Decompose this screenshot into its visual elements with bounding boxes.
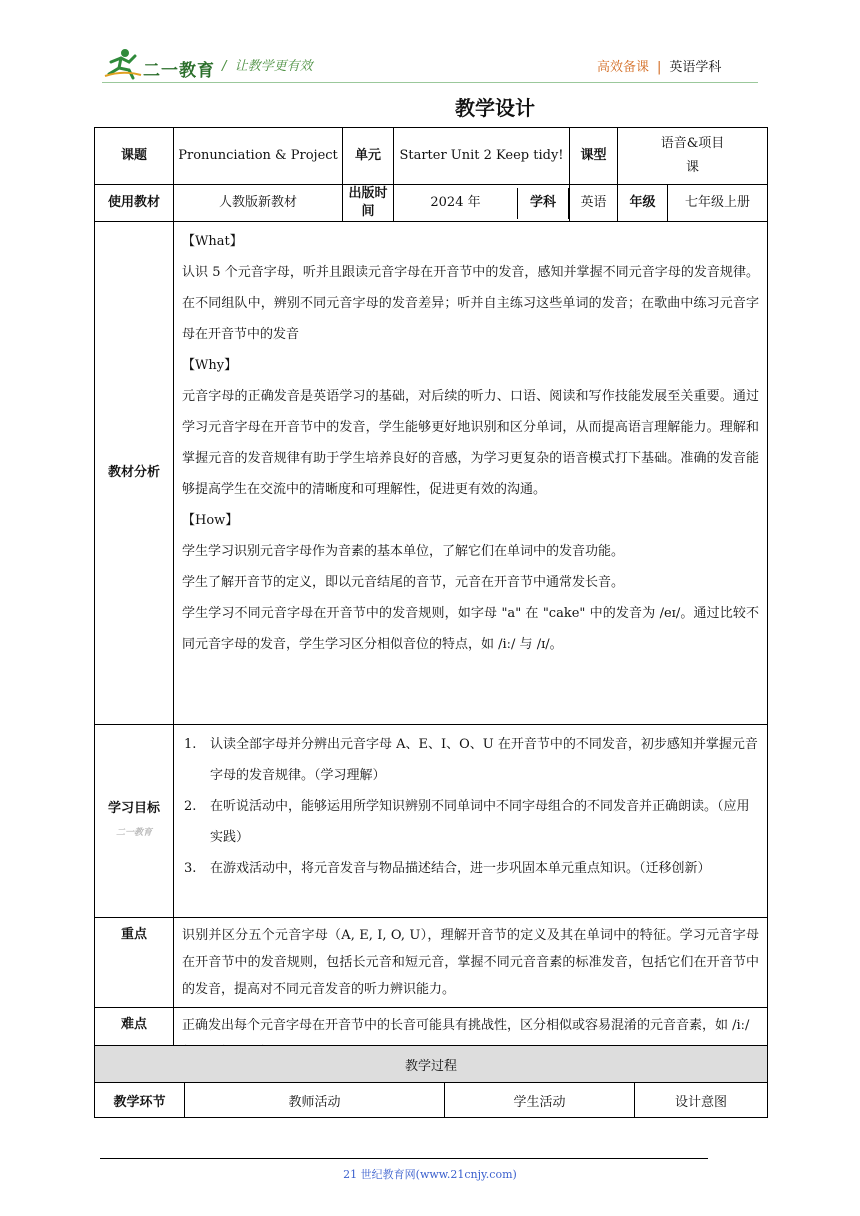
type-value: 语音&项目课: [618, 128, 768, 185]
slogan: / 让教学更有效: [222, 59, 313, 74]
difficulties-text: 正确发出每个元音字母在开音节中的长音可能具有挑战性，区分相似或容易混淆的元音音素，如 /iː/: [174, 1008, 768, 1071]
objectives-content: [174, 725, 768, 918]
why-heading: 【Why】: [182, 358, 238, 373]
header-divider: [102, 82, 758, 83]
header-separator: |: [657, 60, 662, 75]
textbook-value: 人教版新教材: [174, 185, 343, 222]
process-title: 教学过程: [95, 1046, 768, 1083]
watermark-logo: 二一教育: [115, 828, 152, 838]
key-points-text: 识别并区分五个元音字母（A, E, I, O, U），理解开音节的定义及其在单词中的特征。学习元音字母在开音节中的发音规则，包括长元音和短元音，掌握不同元音音素的标准发音，包括它们在开音节中的发音，提高对不同元音发音的听力辨识能力。: [174, 918, 768, 1008]
process-col-teacher: 教师活动: [185, 1083, 445, 1118]
lesson-info-table: [94, 127, 768, 1071]
what-heading: 【What】: [182, 234, 243, 249]
logo-text: 二一教育: [143, 61, 215, 81]
analysis-row: [95, 222, 768, 725]
footer: [0, 1166, 860, 1182]
grade-label: 年级: [618, 185, 668, 222]
document-title: 教学设计: [455, 96, 535, 120]
objectives-label: 学习目标: [107, 801, 160, 816]
objectives-label-cell: [95, 725, 174, 918]
info-row-2: [95, 185, 768, 222]
topic-value: Pronunciation & Project: [174, 128, 343, 185]
subject-value: 英语: [570, 185, 618, 222]
unit-value: Starter Unit 2 Keep tidy!: [394, 128, 570, 185]
pubtime-subject-cell: [394, 185, 570, 222]
how-heading: 【How】: [182, 513, 239, 528]
objective-item: 3. 在游戏活动中，将元音发音与物品描述结合，进一步巩固本单元重点知识。（迁移创新）: [184, 861, 711, 876]
analysis-label: 教材分析: [95, 222, 174, 725]
header-primary-label: 高效备课: [597, 60, 650, 75]
analysis-content: [174, 222, 768, 725]
info-row-1: [95, 128, 768, 185]
how-line: 学生了解开音节的定义，即以元音结尾的音节，元音在开音节中通常发长音。: [182, 575, 625, 590]
footer-divider: [100, 1158, 708, 1159]
pubtime-value: 2024 年: [394, 188, 518, 219]
subject-label: 学科: [518, 188, 569, 219]
process-col-stage: 教学环节: [95, 1083, 185, 1118]
what-text: 认识 5 个元音字母，听并且跟读元音字母在开音节中的发音，感知并掌握不同元音字母的发音规律。在不同组队中，辨别不同元音字母的发音差异；听并自主练习这些单词的发音；在歌曲中练习元音字母在开音节中的发音: [182, 265, 759, 342]
type-label: 课型: [570, 128, 618, 185]
why-text: 元音字母的正确发音是英语学习的基础，对后续的听力、口语、阅读和写作技能发展至关重要。通过学习元音字母在开音节中的发音，学生能够更好地识别和区分单词，从而提高语言理解能力。理解和掌握元音的发音规律有助于学生培养良好的音感，为学习更复杂的语音模式打下基础。准确的发音能够提高学生在交流中的清晰度和可理解性，促进更有效的沟通。: [182, 389, 759, 497]
topic-label: 课题: [95, 128, 174, 185]
textbook-label: 使用教材: [95, 185, 174, 222]
page-header: [0, 0, 860, 100]
process-col-intent: 设计意图: [635, 1083, 768, 1118]
process-col-student: 学生活动: [445, 1083, 635, 1118]
key-points-label: 重点: [95, 918, 174, 1008]
how-line: 学生学习不同元音字母在开音节中的发音规则，如字母 "a" 在 "cake" 中的发音为 /eɪ/。通过比较不同元音字母的发音，学生学习区分相似音位的特点，如 /iː/ 与 /ɪ/。: [182, 606, 759, 652]
grade-value: 七年级上册: [668, 185, 768, 222]
footer-link[interactable]: 21 世纪教育网(www.21cnjy.com): [343, 1168, 517, 1181]
objective-item: 2. 在听说活动中，能够运用所学知识辨别不同单词中不同字母组合的不同发音并正确朗读。（应用实践）: [184, 799, 750, 845]
difficulties-label: 难点: [95, 1008, 174, 1071]
pubtime-label: 出版时间: [343, 185, 394, 222]
key-points-row: [95, 918, 768, 1008]
process-table: [94, 1045, 768, 1118]
objectives-row: [95, 725, 768, 918]
unit-label: 单元: [343, 128, 394, 185]
objective-item: 1. 认读全部字母并分辨出元音字母 A、E、I、O、U 在开音节中的不同发音，初步感知并掌握元音字母的发音规律。（学习理解）: [184, 737, 758, 783]
how-line: 学生学习识别元音字母作为音素的基本单位，了解它们在单词中的发音功能。: [182, 544, 625, 559]
header-right: [597, 56, 721, 75]
header-subject-label: 英语学科: [669, 60, 722, 75]
